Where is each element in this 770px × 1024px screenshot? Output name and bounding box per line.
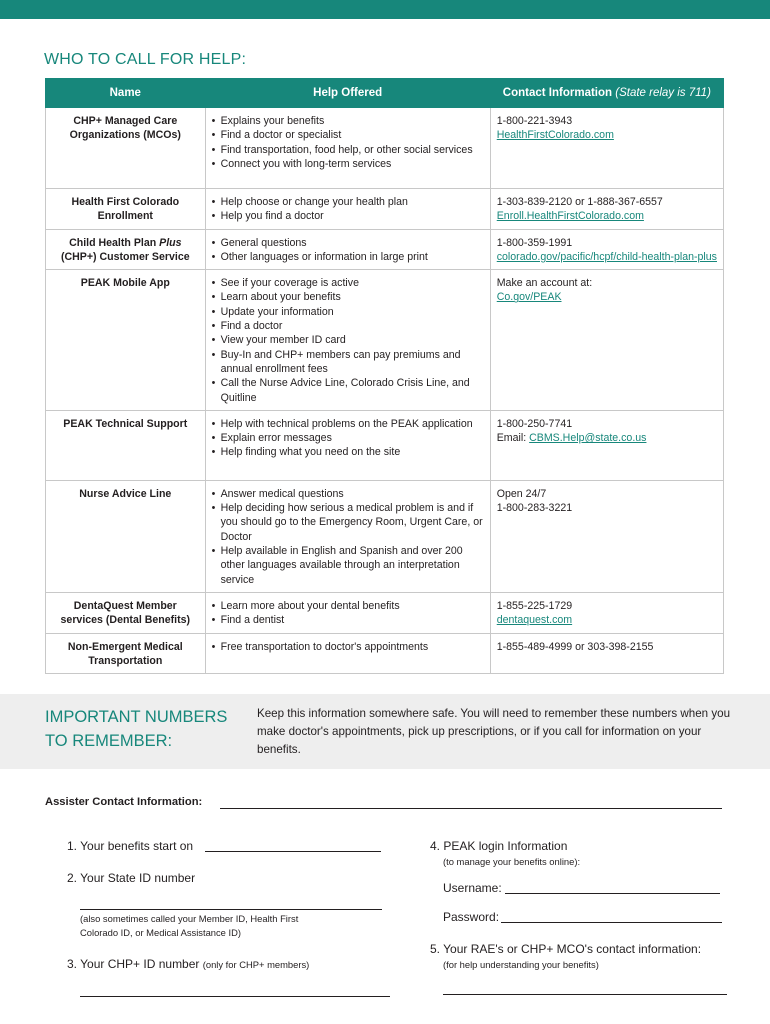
column-header-help: Help Offered [205,79,490,108]
row-name: PEAK Mobile App [46,270,206,411]
benefits-start-field[interactable] [205,851,381,852]
phone-number: 1-800-359-1991 [496,236,573,249]
list-item: • See if your coverage is active [212,276,484,290]
rae-contact-label: 5. Your RAE's or CHP+ MCO's contact information: [430,942,702,956]
table-row [46,229,724,270]
list-item: • Learn more about your dental benefits [212,599,484,613]
username-label: Username: [443,881,502,895]
phone-number: 1-303-839-2120 or 1-888-367-6557 [496,196,663,208]
row-help [205,633,490,674]
row-name: Child Health Plan Plus (CHP+) Customer Service [46,229,206,270]
state-id-label: 2. Your State ID number [67,871,196,885]
row-help [205,270,490,411]
username-field[interactable] [505,893,720,894]
rae-contact-note: (for help understanding your benefits) [443,959,599,970]
list-item: • Call the Nurse Advice Line, Colorado Crisis Line, and Quitline [212,376,484,405]
password-label: Password: [443,910,500,924]
list-item: • Update your information [212,305,484,319]
row-name: Health First Colorado Enrollment [46,189,206,230]
row-contact [490,270,723,411]
phone-number: 1-800-283-3221 [496,502,573,515]
row-help [205,410,490,480]
row-name: DentaQuest Member services (Dental Benefits) [46,592,206,633]
help-contacts-table [45,78,724,674]
list-item: • Answer medical questions [212,487,484,501]
table-row [46,108,724,189]
table-row [46,633,724,674]
list-item: • Buy-In and CHP+ members can pay premiums and annual enrollment fees [212,348,484,377]
table-row [46,189,724,230]
list-item: • Find a dentist [212,613,484,627]
list-item: • Help you find a doctor [212,209,484,223]
row-help [205,480,490,592]
phone-number: 1-855-225-1729 [496,599,573,612]
list-item: • Other languages or information in large print [212,250,484,264]
important-numbers-title: IMPORTANT NUMBERS TO REMEMBER: [45,708,228,750]
row-name: Non-Emergent Medical Transportation [46,633,206,674]
chp-plus-link[interactable]: colorado.gov/pacific/hcpf/child-health-plan-plus [496,250,717,263]
table-row [46,410,724,480]
list-item: • Help deciding how serious a medical problem is and if you should go to the Emergency Room, Urgent Care, or Doctor [212,501,484,544]
peak-link[interactable]: Co.gov/PEAK [496,291,562,304]
row-help [205,229,490,270]
state-id-field[interactable] [80,909,382,910]
list-item: • Explain error messages [212,431,484,445]
phone-number: 1-800-250-7741 [496,417,573,430]
email-line: Email: CBMS.Help@state.co.us [496,432,647,445]
table-row [46,592,724,633]
top-banner-bar [0,0,770,19]
list-item: • Connect you with long-term services [212,157,484,171]
benefits-start-label: 1. Your benefits start on [67,839,194,853]
list-item: • Help choose or change your health plan [212,195,484,209]
list-item: • Find a doctor [212,319,484,333]
state-id-note: (also sometimes called your Member ID, Health First Colorado ID, or Medical Assistance ID) [80,913,299,938]
column-header-contact-label: Contact Information [502,87,613,99]
list-item: • Free transportation to doctor's appointments [212,640,484,654]
peak-login-label: 4. PEAK login Information [430,839,568,853]
enrollment-link[interactable]: Enroll.HealthFirstColorado.com [496,210,644,223]
list-item: • Learn about your benefits [212,290,484,304]
section-title: WHO TO CALL FOR HELP: [44,51,247,68]
row-name: Nurse Advice Line [46,480,206,592]
contact-text: Make an account at: [496,277,593,290]
list-item: • Find transportation, food help, or other social services [212,143,484,157]
chp-id-field[interactable] [80,996,390,997]
peak-login-note: (to manage your benefits online): [443,856,581,867]
row-contact [490,189,723,230]
row-contact [490,592,723,633]
list-item: • Help finding what you need on the site [212,445,484,459]
row-help [205,189,490,230]
table-row [46,270,724,411]
important-numbers-description: Keep this information somewhere safe. You will need to remember these numbers when you make doctor's appointments, pick up prescriptions, or if you call for information on your benefits. [257,707,731,756]
list-item: • Help with technical problems on the PEAK application [212,417,484,431]
state-relay-note: (State relay is 711) [615,87,711,99]
list-item: • View your member ID card [212,333,484,347]
rae-contact-field[interactable] [443,994,727,995]
availability-text: Open 24/7 [496,487,547,500]
table-header-row [46,79,724,108]
row-name: CHP+ Managed Care Organizations (MCOs) [46,108,206,189]
row-contact [490,633,723,674]
dentaquest-link[interactable]: dentaquest.com [496,614,573,627]
row-contact [490,108,723,189]
list-item: • General questions [212,236,484,250]
row-help [205,592,490,633]
list-item: • Help available in English and Spanish and over 200 other languages available through an interpretation service [212,544,484,587]
assister-contact-label: Assister Contact Information: [45,796,203,808]
row-contact [490,410,723,480]
list-item: • Explains your benefits [212,114,484,128]
assister-contact-field[interactable] [220,808,722,809]
cbms-email-link[interactable]: CBMS.Help@state.co.us [529,432,647,445]
health-first-colorado-link[interactable]: HealthFirstColorado.com [496,129,614,142]
phone-number: 1-855-489-4999 or 303-398-2155 [496,640,654,653]
row-contact [490,480,723,592]
table-row [46,480,724,592]
list-item: • Find a doctor or specialist [212,128,484,142]
row-help [205,108,490,189]
row-name: PEAK Technical Support [46,410,206,480]
column-header-contact [490,79,723,108]
phone-number: 1-800-221-3943 [496,115,573,127]
column-header-name: Name [46,79,206,108]
chp-id-note: (only for CHP+ members) [202,959,310,970]
password-field[interactable] [501,922,722,923]
row-contact [490,229,723,270]
chp-id-label: 3. Your CHP+ ID number (only for CHP+ members) [67,957,310,971]
